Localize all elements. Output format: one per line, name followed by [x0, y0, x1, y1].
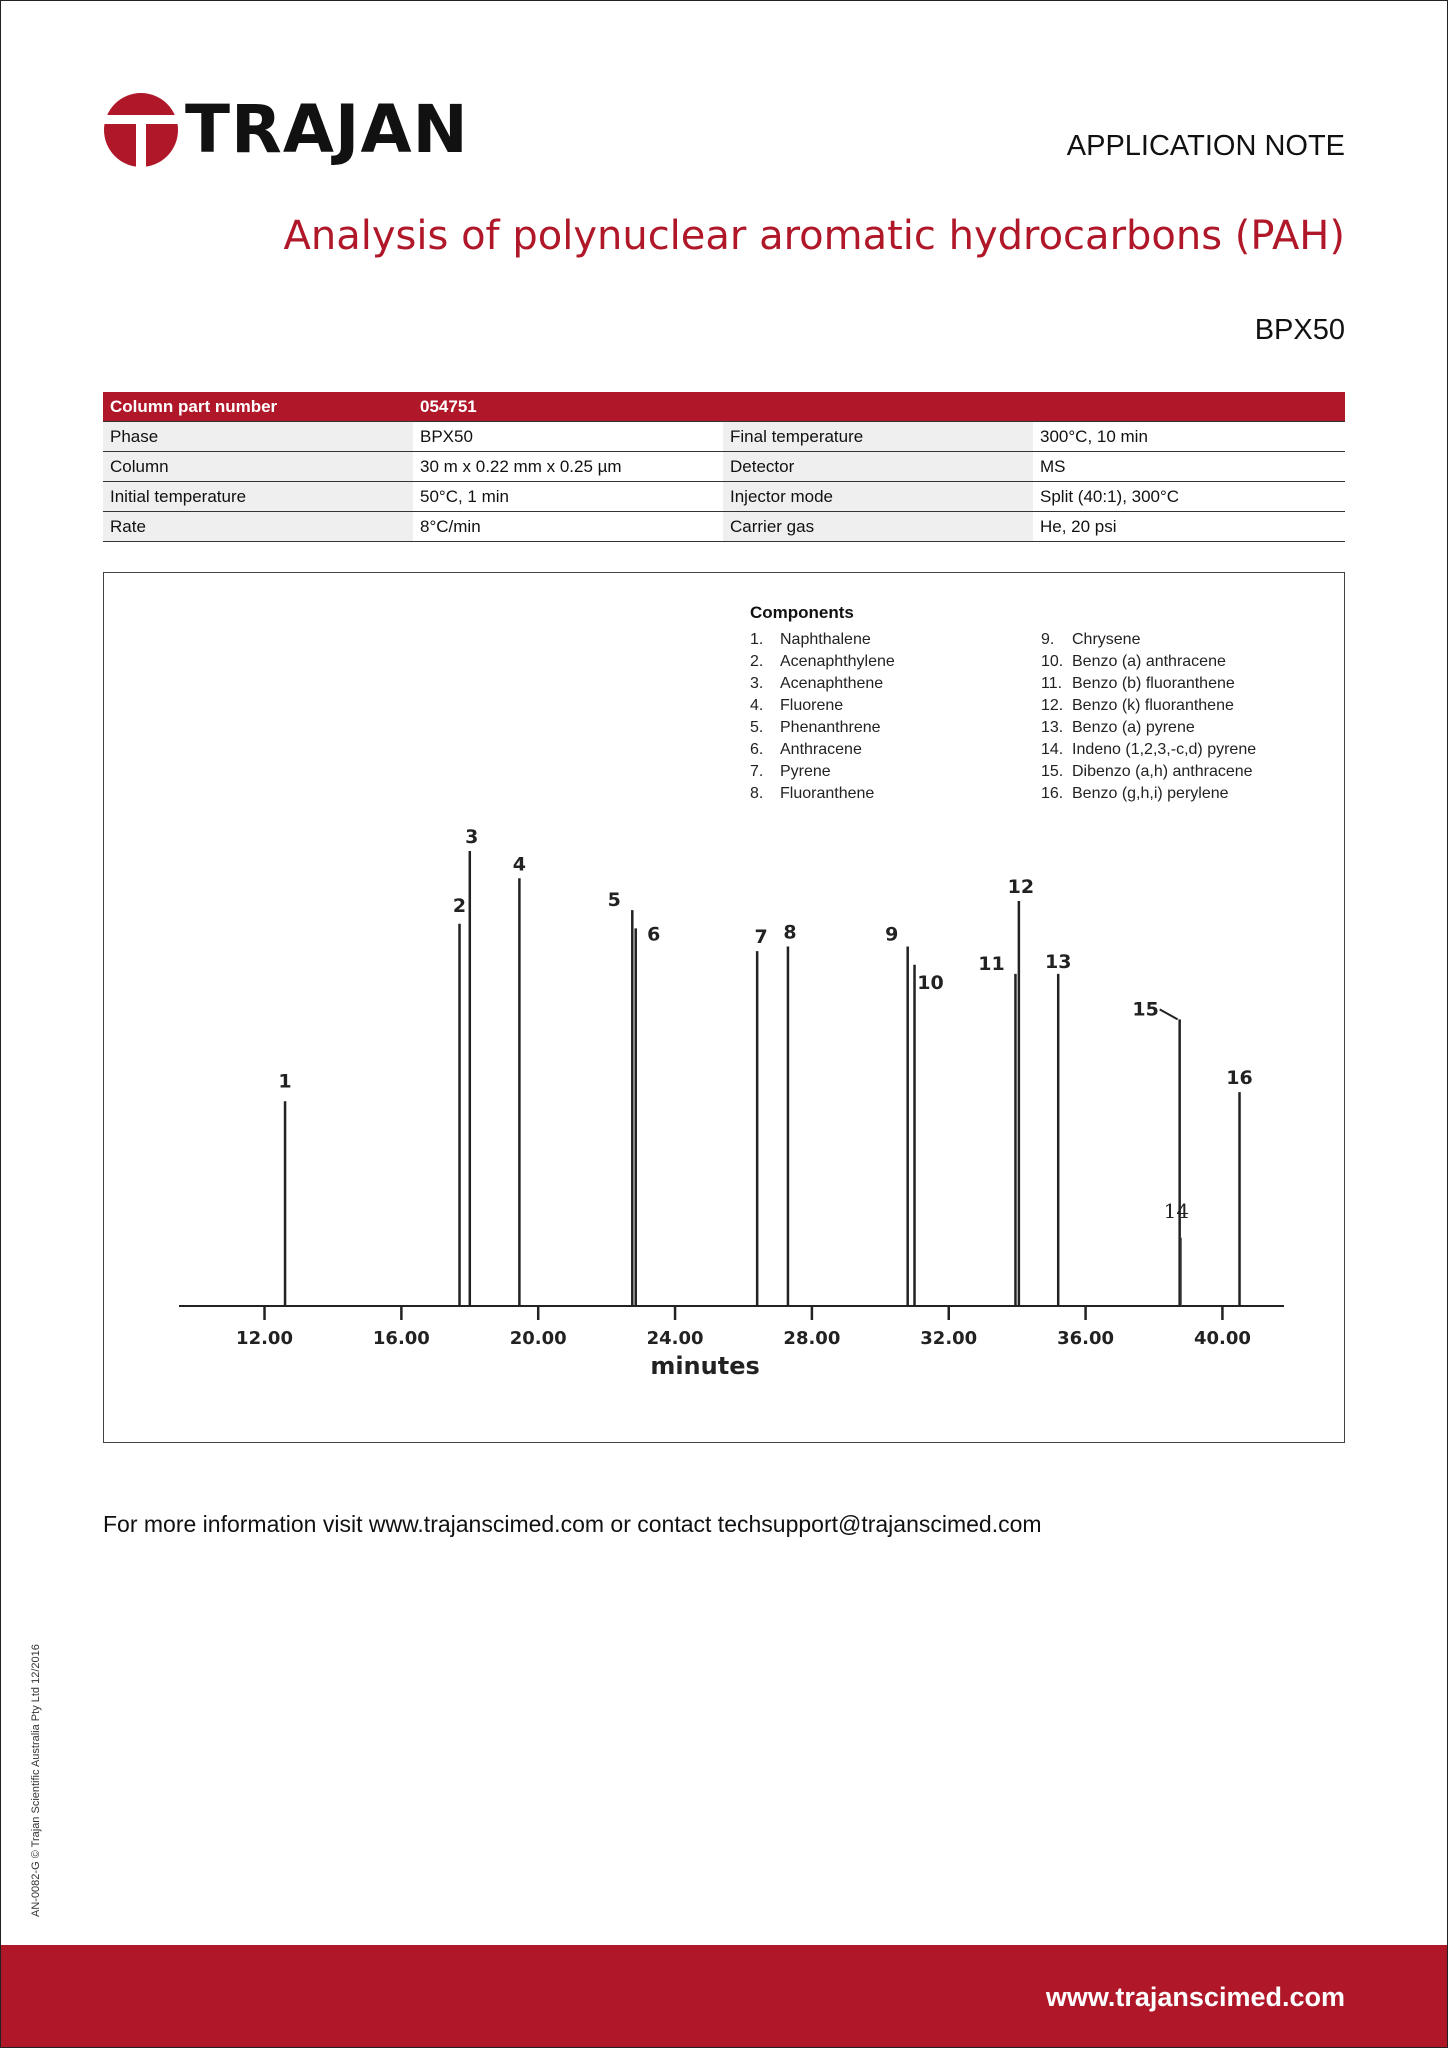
- peak-label: 12: [1007, 876, 1035, 899]
- peak-label: 7: [754, 926, 768, 949]
- component-item: 14. Indeno (1,2,3,-c,d) pyrene: [1041, 741, 1257, 758]
- spec-value: 50°C, 1 min: [413, 482, 723, 512]
- x-tick-label: 28.00: [783, 1328, 841, 1349]
- peak-label: 11: [978, 952, 1005, 975]
- component-item: 2. Acenaphthylene: [750, 653, 895, 670]
- peak-label: 14: [1163, 1198, 1190, 1223]
- component-item: 6. Anthracene: [750, 741, 862, 758]
- component-item: 15. Dibenzo (a,h) anthracene: [1041, 763, 1253, 780]
- contact-info: For more information visit www.trajanscimed.com or contact techsupport@trajanscimed.com: [103, 1511, 1042, 1537]
- component-item: 11. Benzo (b) fluoranthene: [1041, 675, 1235, 692]
- spec-table-row: [103, 452, 1345, 482]
- peak-label: 1: [278, 1070, 292, 1093]
- spec-key: Initial temperature: [103, 482, 413, 512]
- x-tick-label: 32.00: [920, 1328, 978, 1349]
- peak-label: 15: [1132, 998, 1159, 1021]
- peak-label: 5: [607, 889, 621, 912]
- x-tick-label: 36.00: [1057, 1328, 1115, 1349]
- peak-label: 16: [1226, 1067, 1253, 1090]
- x-tick-label: 24.00: [646, 1328, 704, 1349]
- spec-key: Final temperature: [723, 422, 1033, 452]
- brand-name: TRAJAN: [185, 91, 469, 168]
- peak-label: 6: [647, 923, 661, 946]
- spec-table-row: [103, 422, 1345, 452]
- spec-key: Carrier gas: [723, 512, 1033, 542]
- spec-key: Rate: [103, 512, 413, 542]
- component-item: 4. Fluorene: [750, 697, 844, 714]
- peak-label: 8: [783, 921, 797, 944]
- component-item: 10. Benzo (a) anthracene: [1041, 653, 1226, 670]
- peak-label: 9: [885, 923, 899, 946]
- spec-value: Split (40:1), 300°C: [1033, 482, 1345, 512]
- spec-value: BPX50: [413, 422, 723, 452]
- peak-15-leader: [1160, 1009, 1178, 1019]
- component-item: 8. Fluoranthene: [750, 785, 875, 802]
- document-code: AN-0082-G © Trajan Scientific Australia Pty Ltd 12/2016: [30, 1644, 42, 1917]
- component-item: 7. Pyrene: [750, 763, 831, 780]
- footer-bar: [1, 1945, 1447, 2047]
- component-item: 5. Phenanthrene: [750, 719, 881, 736]
- x-tick-label: 16.00: [372, 1328, 430, 1349]
- x-axis-label: minutes: [650, 1352, 760, 1380]
- peak-label: 10: [917, 971, 944, 994]
- x-tick-label: 40.00: [1193, 1328, 1251, 1349]
- spec-head-value: 054751: [413, 392, 723, 422]
- x-tick-label: 12.00: [236, 1328, 293, 1349]
- trajan-logo-icon: [103, 92, 179, 168]
- page-title: Analysis of polynuclear aromatic hydrocarbons (PAH): [283, 213, 1345, 259]
- component-item: 9. Chrysene: [1041, 631, 1141, 648]
- footer-url: www.trajanscimed.com: [1045, 1982, 1345, 2012]
- spec-value: He, 20 psi: [1033, 512, 1345, 542]
- component-item: 1. Naphthalene: [750, 631, 871, 648]
- spec-value: MS: [1033, 452, 1345, 482]
- spec-table-row: [103, 482, 1345, 512]
- doc-type-label: APPLICATION NOTE: [1066, 130, 1345, 162]
- spec-head-label: Column part number: [103, 392, 413, 422]
- spec-key: Detector: [723, 452, 1033, 482]
- spec-key: Column: [103, 452, 413, 482]
- chromatogram-chart: [104, 573, 1344, 1442]
- component-item: 16. Benzo (g,h,i) perylene: [1041, 785, 1229, 802]
- peak-label: 3: [465, 826, 479, 848]
- spec-key: Injector mode: [723, 482, 1033, 512]
- chromatogram-panel: [103, 572, 1345, 1443]
- trajan-logo: [103, 90, 469, 170]
- spec-table-header-row: [103, 392, 1345, 422]
- spec-table-row: [103, 512, 1345, 542]
- component-item: 12. Benzo (k) fluoranthene: [1041, 697, 1234, 714]
- peak-label: 2: [452, 894, 467, 917]
- peak-label: 13: [1044, 950, 1072, 973]
- component-item: 13. Benzo (a) pyrene: [1041, 719, 1195, 736]
- components-title: Components: [750, 603, 854, 622]
- component-item: 3. Acenaphthene: [750, 675, 884, 692]
- peak-label: 4: [512, 853, 527, 876]
- page-subtitle: BPX50: [1254, 314, 1345, 346]
- spec-value: 30 m x 0.22 mm x 0.25 µm: [413, 452, 723, 482]
- spec-key: Phase: [103, 422, 413, 452]
- x-tick-label: 20.00: [509, 1328, 567, 1349]
- spec-table: [103, 392, 1345, 542]
- spec-value: 300°C, 10 min: [1033, 422, 1345, 452]
- spec-value: 8°C/min: [413, 512, 723, 542]
